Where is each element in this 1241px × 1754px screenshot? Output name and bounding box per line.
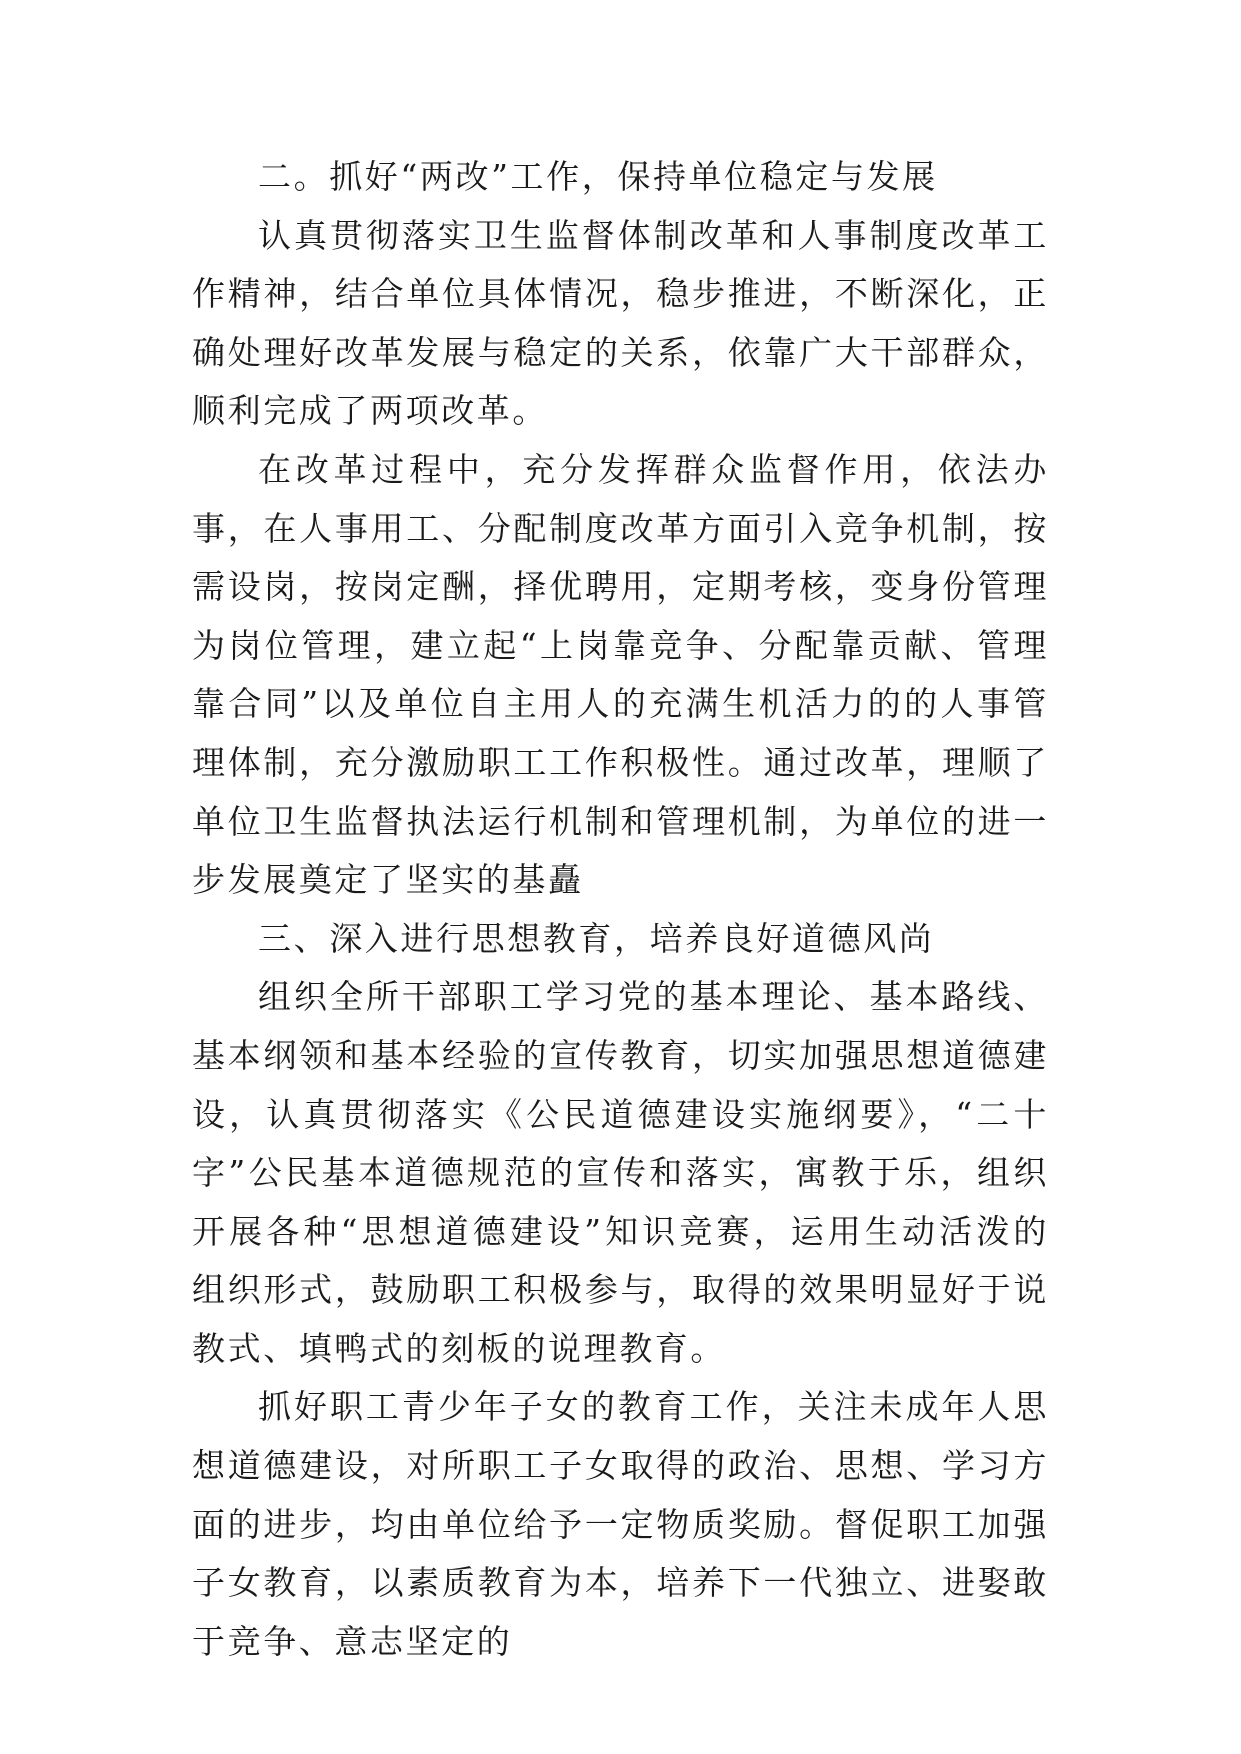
paragraph-children-education: 抓好职工青少年子女的教育工作，关注未成年人思想道德建设，对所职工子女取得的政治、思想、学习方面的进步，均由单位给予一定物质奖励。督促职工加强子女教育，以素质教育为本，培养下一代独立、进娶敢于竞争、意志坚定的 [192, 1387, 1049, 1661]
document-body [192, 148, 1049, 1671]
paragraph-ideological-education: 组织全所干部职工学习党的基本理论、基本路线、基本纲领和基本经验的宣传教育，切实加强思想道德建设，认真贯彻落实《公民道德建设实施纲要》，“二十字”公民基本道德规范的宣传和落实，寓教于乐，组织开展各种“思想道德建设”知识竞赛，运用生动活泼的组织形式，鼓励职工积极参与，取得的效果明显好于说教式、填鸭式的刻板的说理教育。 [192, 977, 1049, 1368]
section-heading-three: 三、深入进行思想教育，培养良好道德风尚 [258, 918, 935, 958]
section-heading-two: 二。抓好“两改”工作，保持单位稳定与发展 [258, 157, 938, 196]
paragraph-reform-summary: 认真贯彻落实卫生监督体制改革和人事制度改革工作精神，结合单位具体情况，稳步推进，不断深化，正确处理好改革发展与稳定的关系，依靠广大干部群众，顺利完成了两项改革。 [192, 215, 1049, 431]
paragraph-reform-process: 在改革过程中，充分发挥群众监督作用，依法办事，在人事用工、分配制度改革方面引入竞争机制，按需设岗，按岗定酬，择优聘用，定期考核，变身份管理为岗位管理，建立起“上岗靠竞争、分配靠贡献、管理靠合同”以及单位自主用人的充满生机活力的的人事管理体制，充分激励职工工作积极性。通过改革，理顺了单位卫生监督执法运行机制和管理机制，为单位的进一步发展奠定了坚实的基矗 [192, 449, 1049, 900]
